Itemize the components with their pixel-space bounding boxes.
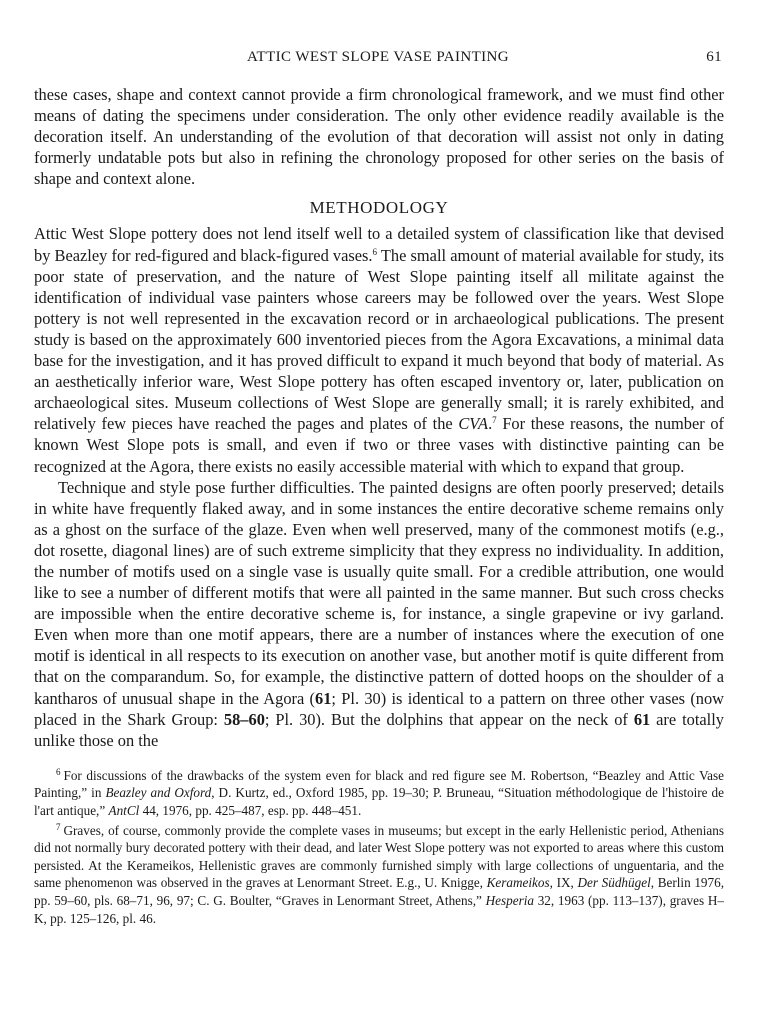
cva-italic: CVA — [458, 414, 489, 434]
footnotes — [34, 767, 724, 927]
intro-paragraph — [34, 84, 724, 189]
para1-text-c: . — [488, 414, 493, 434]
fn6-italic-1: Beazley and Oxford — [105, 785, 212, 801]
fn7-italic-2: Der Südhügel — [577, 875, 651, 891]
intro-text: these cases, shape and context cannot provide a firm chronological framework, and we must find other means of dating the specimens under consideration. The only other evidence readily available is the decoration itself. An understanding of the evolution of that decoration will assist not only in dating formerly undatable pots but also in refining the chronology proposed for other series on the basis of shape and context alone. — [34, 85, 724, 189]
footnote-ref-6[interactable]: 6 — [372, 246, 378, 257]
running-title: ATTIC WEST SLOPE VASE PAINTING — [246, 49, 510, 65]
fn7-text-c: , Berlin 1976, pp. 59–60, pls. 68–71, 96, 97; C. G. Boulter, “Graves in Lenormant Street, Athens,” — [34, 875, 725, 908]
fn7-text-a: Graves, of course, commonly provide the complete vases in museums; but except in the early Hellenistic period, Athenians did not normally bury decorated pottery with their dead, and later West Slope pottery was not exported to areas where this custom persisted. At the Kerameikos, Hellenistic graves are commonly furnished simply with large collections of unguentaria, and the same phenomenon was observed in the graves at Lenormant Street. E.g., U. Knigge, — [34, 822, 724, 891]
footnote-7 — [34, 822, 724, 928]
footnote-6 — [34, 767, 724, 820]
methodology-paragraph-1 — [34, 223, 724, 476]
para1-text-a: Attic West Slope pottery does not lend itself well to a detailed system of classification like that devised by Beazley for red-figured and black-figured vases. — [34, 224, 724, 265]
section-heading: METHODOLOGY — [309, 198, 449, 218]
methodology-paragraph-2 — [34, 477, 724, 751]
footnote-6-number: 6 — [56, 766, 61, 777]
para2-text-c: ; Pl. 30). But the dolphins that appear on the neck of — [264, 709, 634, 729]
fn6-text-c: 44, 1976, pp. 425–487, esp. pp. 448–451. — [139, 803, 362, 818]
fn7-italic-3: Hesperia — [485, 892, 534, 908]
body-text — [34, 84, 724, 929]
fn6-italic-2: AntCl — [108, 803, 140, 818]
running-head — [34, 49, 722, 69]
para2-text-a: Technique and style pose further difficulties. The painted designs are often poorly preserved; details in white have frequently flaked away, and in some instances the entire decorative scheme remains only as a ghost on the surface of the glaze. Even when well preserved, many of the commonest motifs (e.g., dot rosette, diagonal lines) are of such extreme simplicity that they express no individuality. In addition, the number of motifs used on a single vase is usually quite small. For a credible attribution, one would like to see a number of different motifs that were all painted in the same manner. But such cross checks are impossible when the entire decorative scheme is, for instance, a single grapevine or ivy garland. Even when more than one motif appears, there are a number of instances where the execution of one motif is identical in all respects to its execution on another vase, but another motif is quite different from that on the comparandum. So, for example, the distinctive pattern of dotted hoops on the shoulder of a kantharos of unusual shape in the Agora ( — [34, 477, 724, 708]
para1-text-d: For these reasons, the number of known West Slope pots is small, and even if two or three vases with distinctive painting can be recognized at the Agora, there exists no easily accessible material with which to expand that group. — [34, 414, 724, 476]
para1-text-b: The small amount of material available for study, its poor state of preservation, and the nature of West Slope painting itself all militate against the identification of individual vase painters whose careers may be followed over the years. West Slope pottery is not well represented in the excavation record or in archaeological publications. The present study is based on the approximately 600 inventoried pieces from the Agora Excavations, a minimal data base for the investigation, and it has proved difficult to expand it much beyond that body of material. As an aesthetically inferior ware, West Slope pottery has often escaped inventory or, later, publication on archaeological sites. Museum collections of West Slope are generally small; it is rarely exhibited, and relatively few pieces have reached the pages and plates of the — [34, 245, 724, 434]
footnote-ref-7[interactable]: 7 — [492, 415, 497, 426]
para2-text-b: ; Pl. 30) is identical to a pattern on three other vases (now placed in the Shark Group: — [34, 688, 725, 729]
fn6-text-a: For discussions of the drawbacks of the system even for black and red figure see M. Robertson, “Beazley and Attic Vase Painting,” in — [34, 767, 724, 801]
page-number: 61 — [706, 49, 722, 65]
fn7-italic-1: Kerameikos — [486, 875, 550, 891]
footnote-7-number: 7 — [56, 821, 61, 832]
fn7-text-b: , IX, — [549, 875, 578, 891]
para2-text-d: are totally unlike those on the — [34, 709, 724, 750]
catalogue-ref-61: 61 — [315, 688, 332, 708]
catalogue-ref-58-60: 58–60 — [223, 709, 265, 729]
fn6-text-b: , D. Kurtz, ed., Oxford 1985, pp. 19–30; P. Bruneau, “Situation méthodologique de l'histoire de l'art antique,” — [34, 785, 724, 818]
fn7-text-d: 32, 1963 (pp. 113–137), graves H–K, pp. 125–126, pl. 46. — [34, 892, 724, 926]
catalogue-ref-61-second: 61 — [633, 709, 651, 729]
